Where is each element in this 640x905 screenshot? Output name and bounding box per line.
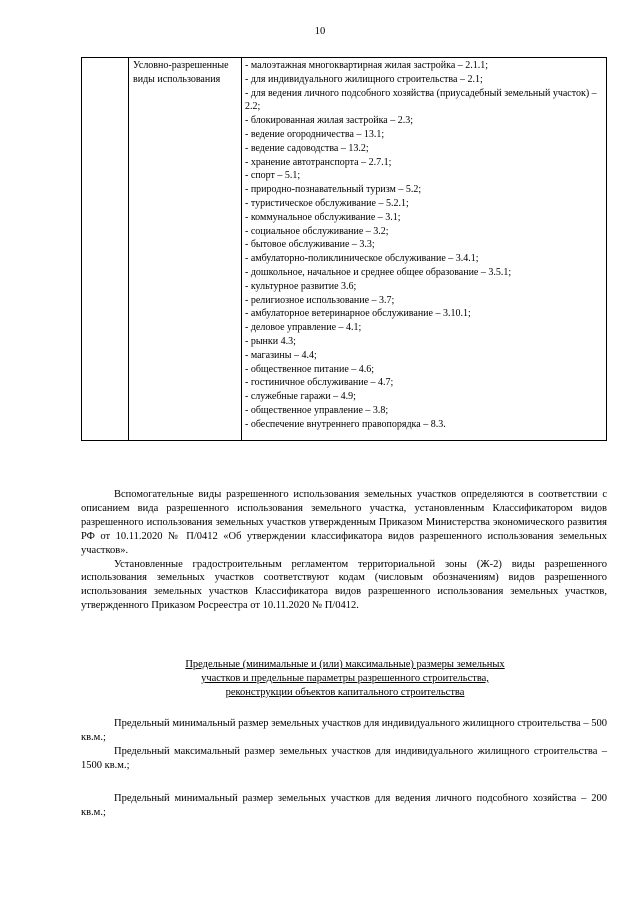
paragraph: Предельный минимальный размер земельных участков для индивидуального жилищного строительства – 500 кв.м.; <box>81 718 607 743</box>
table-row <box>82 58 607 441</box>
list-item: - туристическое обслуживание – 5.2.1; <box>245 197 409 209</box>
permitted-uses-list <box>245 59 603 432</box>
paragraph: Установленные градостроительным регламентом территориальной зоны (Ж-2) виды разрешенного использования земельных участков соответствуют кодам (числовым обозначениям) видов разрешенного использования земельных участков Классификатора видов разрешенного использования земельных участков, утвержденного Приказом Росреестра от 10.11.2020 № П/0412. <box>81 558 607 612</box>
list-item: - для индивидуального жилищного строительства – 2.1; <box>245 73 483 85</box>
list-item: - дошкольное, начальное и среднее общее образование – 3.5.1; <box>245 266 512 278</box>
list-item: - хранение автотранспорта – 2.7.1; <box>245 156 392 168</box>
list-item: - природно-познавательный туризм – 5.2; <box>245 184 422 196</box>
list-item: - рынки 4.3; <box>245 335 296 347</box>
list-item: - коммунальное обслуживание – 3.1; <box>245 211 401 223</box>
list-item: - для ведения личного подсобного хозяйства (приусадебный земельный участок) – 2.2; <box>245 87 597 113</box>
list-item: - служебные гаражи – 4.9; <box>245 391 356 403</box>
list-item: - бытовое обслуживание – 3.3; <box>245 239 375 251</box>
permitted-uses-table <box>81 57 607 441</box>
list-item: - общественное управление – 3.8; <box>245 404 389 416</box>
list-item: - социальное обслуживание – 3.2; <box>245 225 389 237</box>
table-items-cell <box>242 58 607 441</box>
list-item: - обеспечение внутреннего правопорядка – 8.3. <box>245 418 446 430</box>
list-item: - религиозное использование – 3.7; <box>245 294 395 306</box>
list-item: - деловое управление – 4.1; <box>245 322 362 334</box>
auxiliary-uses-text <box>81 488 607 613</box>
table-empty-cell <box>82 58 129 441</box>
list-item: - ведение садоводства – 13.2; <box>245 142 369 154</box>
list-item: - ведение огородничества – 13.1; <box>245 128 385 140</box>
list-item: - общественное питание – 4.6; <box>245 363 375 375</box>
section-heading <box>150 658 540 699</box>
table-label-cell: Условно-разрешенные виды использования <box>129 58 242 441</box>
list-item: - амбулаторно-поликлиническое обслуживание – 3.4.1; <box>245 253 479 265</box>
heading-line: Предельные (минимальные и (или) максимальные) размеры земельных <box>185 659 505 670</box>
list-item: - малоэтажная многоквартирная жилая застройка – 2.1.1; <box>245 60 489 71</box>
list-item: - блокированная жилая застройка – 2.3; <box>245 115 414 127</box>
heading-line: участков и предельные параметры разрешенного строительства, <box>201 672 489 684</box>
list-item: - гостиничное обслуживание – 4.7; <box>245 377 394 389</box>
list-item: - магазины – 4.4; <box>245 349 317 361</box>
list-item: - амбулаторное ветеринарное обслуживание – 3.10.1; <box>245 308 471 320</box>
list-item: - культурное развитие 3.6; <box>245 280 357 292</box>
paragraph: Предельный максимальный размер земельных участков для индивидуального жилищного строительства – 1500 кв.м.; <box>81 745 607 771</box>
heading-line: реконструкции объектов капитального строительства <box>225 686 465 698</box>
paragraph: Вспомогательные виды разрешенного использования земельных участков определяются в соответствии с описанием вида разрешенного использования земельного участка, установленным Классификатором видов разрешенного использования земельных участков утвержденным Приказом Министерства экономического развития РФ от 10.11.2020 № П/0412 «Об утверждении классификатора видов разрешенного использования земельных участков». <box>81 489 607 556</box>
size-limits-text <box>81 717 607 819</box>
paragraph: Предельный минимальный размер земельных участков для ведения личного подсобного хозяйства – 200 кв.м.; <box>81 792 607 818</box>
list-item: - спорт – 5.1; <box>245 170 301 182</box>
page-number: 10 <box>314 26 326 37</box>
